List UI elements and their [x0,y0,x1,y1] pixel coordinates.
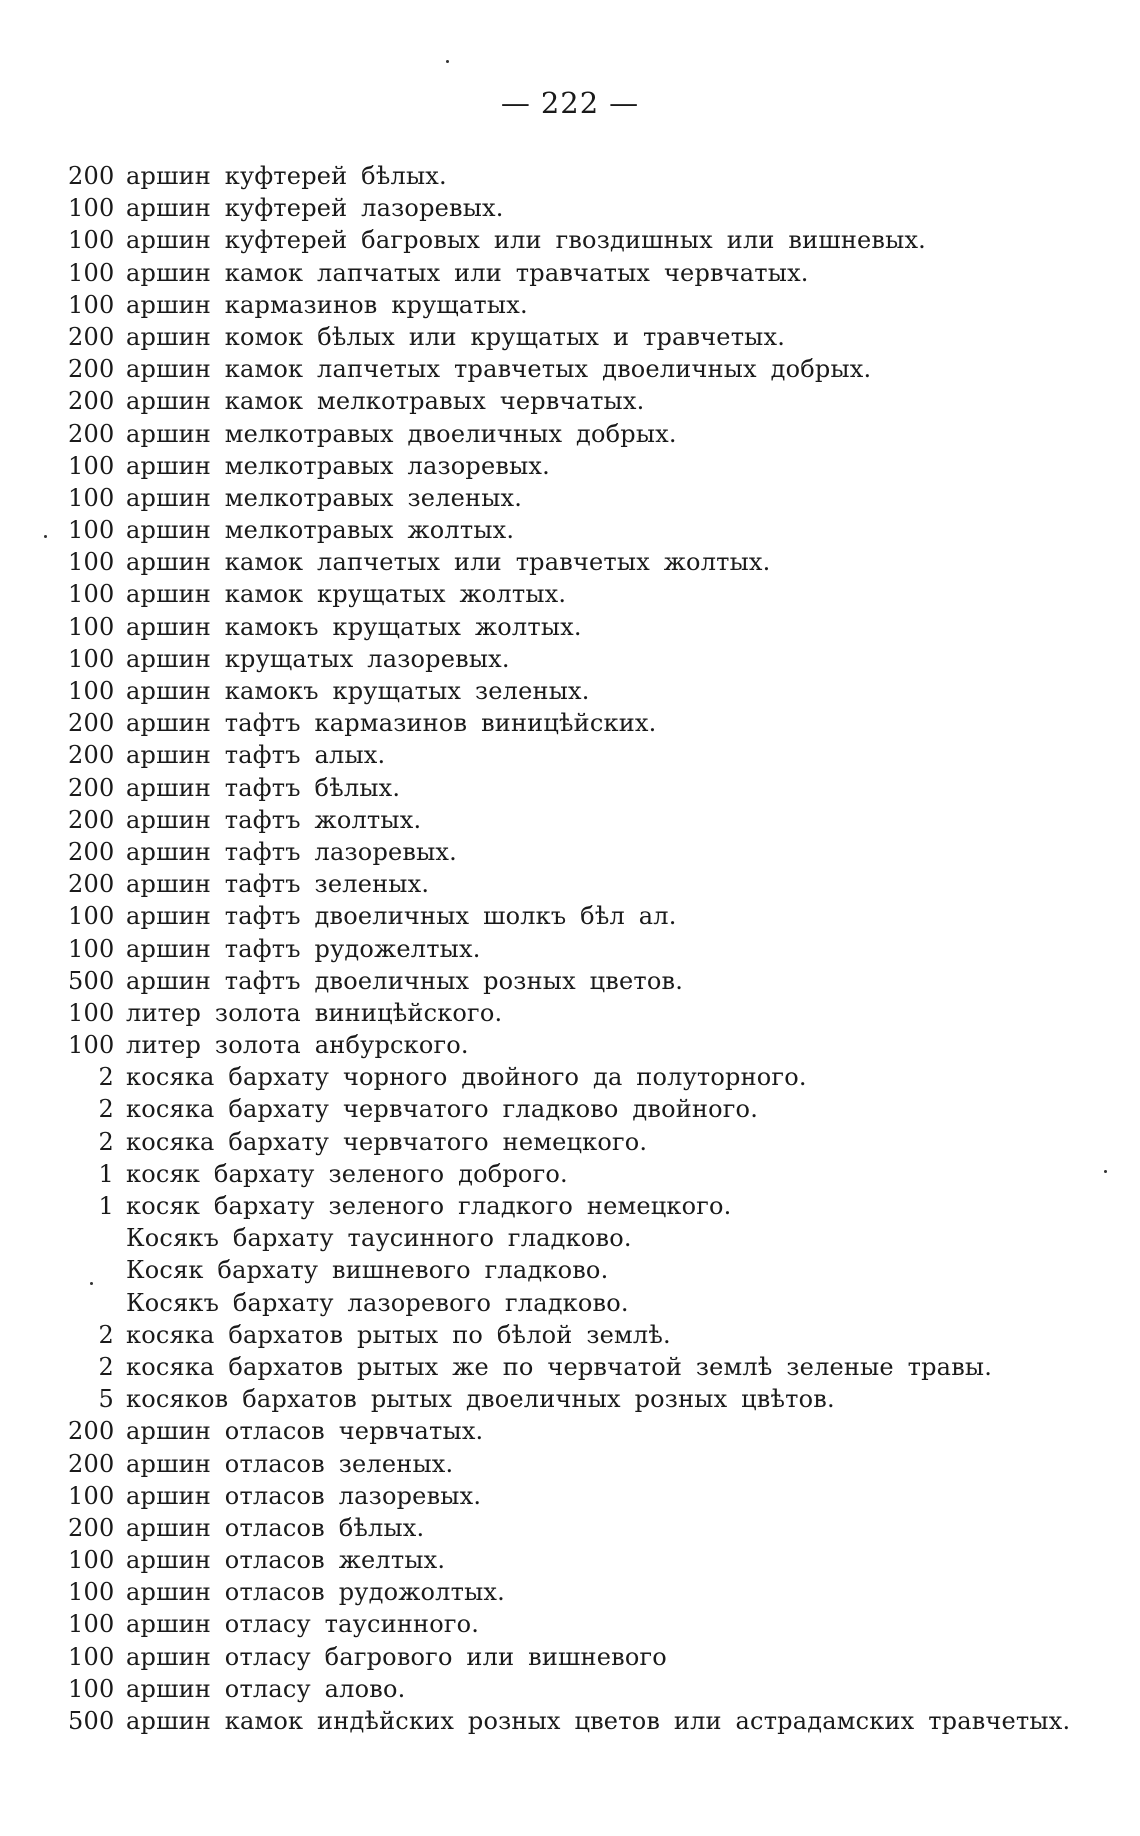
entry-quantity: 100 [68,998,115,1027]
entry-quantity: 100 [68,451,115,480]
print-speck [1104,1170,1107,1173]
entry-description: аршин отласов желтых. [126,1546,446,1575]
entry-description: аршин тафтъ лазоревых. [126,837,457,866]
entry-description: аршин куфтерей бѣлых. [126,162,447,190]
entry-description: аршин тафтъ рудожелтых. [126,934,481,963]
print-speck [44,535,47,538]
entry-description: аршин крущатых лазоревых. [126,644,510,673]
list-item [68,289,1100,321]
entry-quantity: 100 [68,1031,115,1060]
entry-quantity: 200 [68,419,115,448]
entry-description: косяка бархатов рытых по бѣлой землѣ. [126,1320,671,1349]
list-item [68,804,1100,836]
list-item [68,514,1100,546]
entry-description: аршин тафтъ бѣлых. [126,773,401,802]
entry-quantity: 2 [98,1352,114,1381]
list-item [68,1158,1100,1190]
entry-quantity: 5 [98,1385,114,1414]
list-item [68,900,1100,932]
list-item [68,1190,1100,1222]
entry-description: аршин мелкотравых зеленых. [126,483,523,512]
page-number-dash-right: — [609,86,640,120]
entry-description: аршин камок лапчетых травчетых двоеличных добрых. [126,355,872,384]
entry-description: аршин куфтерей багровых или гвоздишных или вишневых. [126,226,927,255]
entry-quantity: 100 [68,194,115,223]
list-item [68,546,1100,578]
entry-description: аршин камок крущатых жолтых. [126,580,567,609]
entry-description: косяк бархату зеленого доброго. [126,1159,568,1188]
page-number-dash-left: — [500,86,531,120]
list-item [68,1061,1100,1093]
entry-quantity: 100 [68,612,115,641]
list-item [68,1351,1100,1383]
entry-description: аршин отласов червчатых. [126,1417,484,1446]
list-item [68,1705,1100,1737]
entry-description: аршин комок бѣлых или крущатых и травчетых. [126,322,786,351]
entry-description: аршин отласу таусинного. [126,1610,480,1639]
entry-description: аршин тафтъ двоеличных розных цветов. [126,966,684,995]
entry-quantity: 200 [68,741,115,770]
list-item [68,1383,1100,1415]
entry-description: Косякъ бархату таусинного гладково. [126,1224,632,1253]
list-item [68,418,1100,450]
entry-quantity: 200 [68,322,115,351]
list-item [68,257,1100,289]
entry-description: косяка бархату чорного двойного да полуторного. [126,1063,807,1092]
entry-description: аршин отласов бѣлых. [126,1513,425,1542]
list-item [68,1608,1100,1640]
list-item [68,160,1100,192]
list-item [68,1673,1100,1705]
list-item [68,1576,1100,1608]
list-item [68,192,1100,224]
entry-quantity: 200 [68,837,115,866]
entry-description: косяка бархату червчатого немецкого. [126,1127,648,1156]
entry-quantity: 2 [98,1063,114,1092]
entry-quantity: 100 [68,258,115,287]
list-item [68,482,1100,514]
entry-description: аршин отласов лазоревых. [126,1481,482,1510]
entry-description: аршин камок индѣйских розных цветов или астрадамских травчетых. [126,1707,1071,1735]
entry-quantity: 100 [68,580,115,609]
entry-quantity: 100 [68,1481,115,1510]
list-item [68,997,1100,1029]
entry-description: косяков бархатов рытых двоеличных розных цвѣтов. [126,1385,835,1414]
entry-description: Косякъ бархату лазоревого гладково. [126,1288,629,1317]
entry-quantity: 100 [68,1578,115,1607]
list-item [68,1415,1100,1447]
entry-quantity: 1 [98,1192,114,1220]
entry-quantity: 200 [68,162,115,190]
list-item [68,1512,1100,1544]
entry-quantity: 200 [68,773,115,802]
list-item [68,1480,1100,1512]
list-item [68,450,1100,482]
entry-description: аршин кармазинов крущатых. [126,290,528,319]
entry-quantity: 100 [68,290,115,319]
list-item [68,611,1100,643]
entry-description: аршин отласу багрового или вишневого [126,1642,667,1671]
entry-quantity: 500 [68,966,115,995]
list-item [68,1448,1100,1480]
entry-description: аршин тафтъ алых. [126,741,386,770]
list-item [68,643,1100,675]
entry-description: косяка бархатов рытых же по червчатой землѣ зеленые травы. [126,1352,993,1381]
entry-description: литер золота виницѣйского. [126,998,503,1027]
list-item [68,933,1100,965]
list-item [68,578,1100,610]
entry-description: аршин мелкотравых двоеличных добрых. [126,419,677,448]
list-item [68,1029,1100,1061]
entry-description: аршин отласу алово. [126,1674,406,1703]
entry-quantity: 200 [68,805,115,834]
entry-quantity: 100 [68,1674,115,1703]
entry-description: аршин камокъ крущатых зеленых. [126,677,590,705]
list-item [68,868,1100,900]
list-item [68,1319,1100,1351]
entry-quantity: 100 [68,644,115,673]
list-item [68,772,1100,804]
list-item [68,707,1100,739]
list-item [68,836,1100,868]
entry-quantity: 100 [68,483,115,512]
list-item [68,1222,1100,1254]
print-speck [90,1282,93,1285]
list-item [68,739,1100,771]
entry-description: аршин отласов рудожолтых. [126,1578,505,1607]
list-item [68,1287,1100,1319]
entry-quantity: 200 [68,1417,115,1446]
entry-quantity: 500 [68,1707,115,1735]
list-item [68,1126,1100,1158]
entry-description: аршин тафтъ жолтых. [126,805,422,834]
entry-description: косяк бархату зеленого гладкого немецкого. [126,1192,732,1220]
entry-description: аршин куфтерей лазоревых. [126,194,504,223]
entry-quantity: 100 [68,1546,115,1575]
entry-description: аршин тафтъ кармазинов виницѣйских. [126,709,657,738]
list-item [68,1641,1100,1673]
list-item [68,385,1100,417]
entry-description: аршин тафтъ двоеличных шолкъ бѣл ал. [126,902,677,931]
list-item [68,1093,1100,1125]
entry-quantity: 100 [68,516,115,545]
entry-quantity: 200 [68,709,115,738]
entry-description: аршин мелкотравых жолтых. [126,516,515,545]
entry-quantity: 100 [68,548,115,577]
entry-description: аршин камокъ крущатых жолтых. [126,612,582,641]
list-item [68,965,1100,997]
entry-quantity: 100 [68,677,115,705]
list-item [68,224,1100,256]
entry-description: аршин тафтъ зеленых. [126,870,430,899]
print-speck [446,60,449,63]
page-number [0,86,1140,120]
entry-quantity: 200 [68,1513,115,1542]
entry-quantity: 2 [98,1095,114,1124]
entry-quantity: 1 [98,1159,114,1188]
entry-description: косяка бархату червчатого гладково двойного. [126,1095,759,1124]
entry-description: аршин камок лапчатых или травчатых червчатых. [126,258,809,287]
entry-quantity: 200 [68,870,115,899]
entry-quantity: 2 [98,1320,114,1349]
page-number-value: 222 [540,86,600,120]
entry-quantity: 100 [68,226,115,255]
list-item [68,353,1100,385]
entry-quantity: 100 [68,934,115,963]
list-item [68,321,1100,353]
entry-quantity: 100 [68,1610,115,1639]
entry-description: аршин мелкотравых лазоревых. [126,451,550,480]
entry-quantity: 200 [68,355,115,384]
entry-quantity: 100 [68,902,115,931]
entry-quantity: 200 [68,387,115,416]
inventory-list [68,160,1100,1737]
entry-description: аршин камок мелкотравых червчатых. [126,387,645,416]
list-item [68,1254,1100,1286]
list-item [68,1544,1100,1576]
entry-quantity: 100 [68,1642,115,1671]
entry-description: литер золота анбурского. [126,1031,469,1060]
entry-description: аршин отласов зеленых. [126,1449,454,1478]
entry-description: аршин камок лапчетых или травчетых жолтых. [126,548,771,577]
entry-quantity: 200 [68,1449,115,1478]
list-item [68,675,1100,707]
entry-description: Косяк бархату вишневого гладково. [126,1256,609,1285]
entry-quantity: 2 [98,1127,114,1156]
